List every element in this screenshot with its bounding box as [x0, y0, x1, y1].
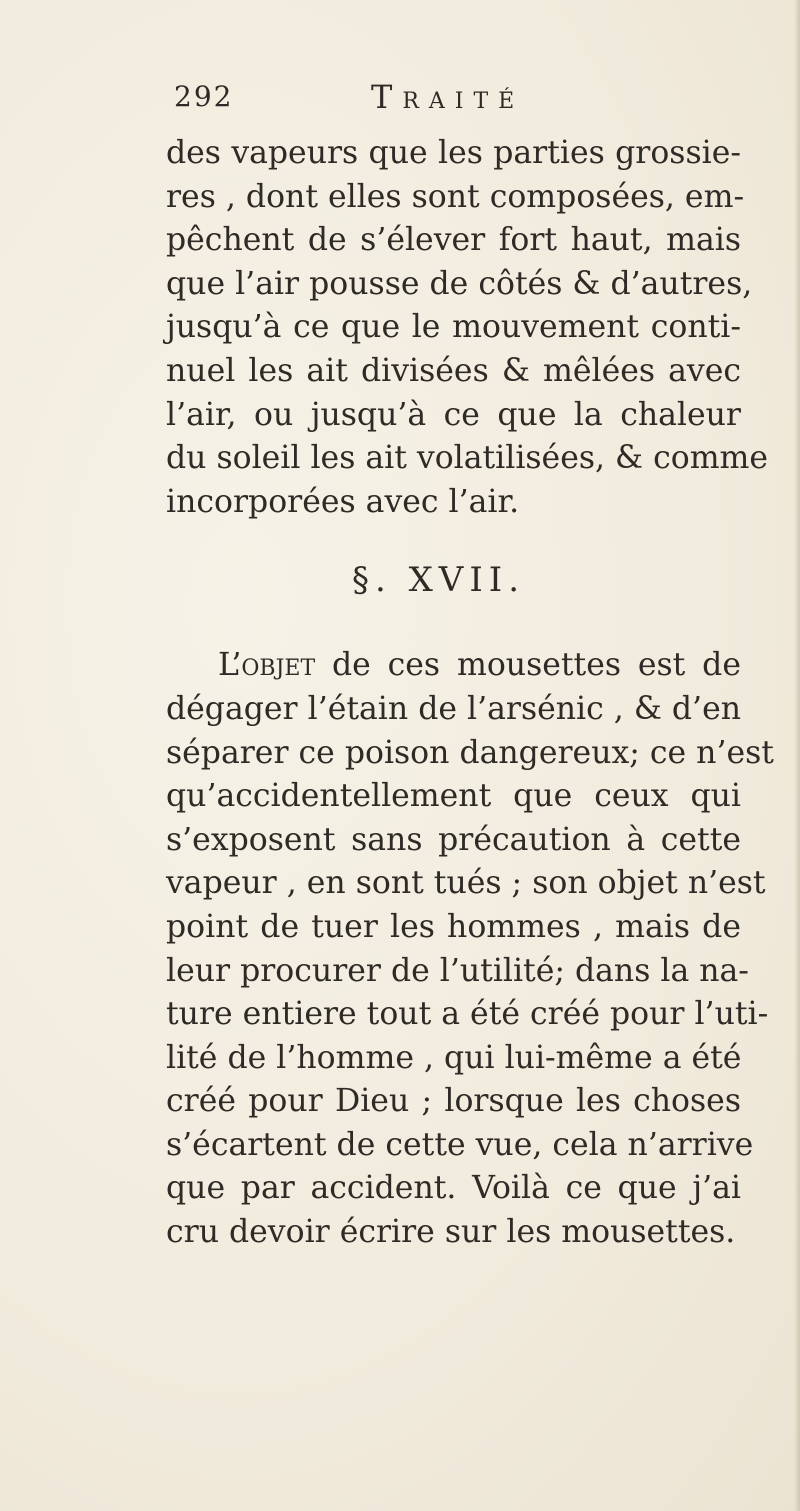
text-line: ture entiere tout a été créé pour l’uti-	[166, 996, 769, 1033]
text-line: point de tuer les hommes , mais de	[166, 908, 741, 945]
page-number: 292	[174, 80, 234, 113]
text-line: nuel les ait divisées & mêlées avec	[166, 352, 741, 389]
text-block	[166, 78, 774, 1255]
text-line: séparer ce poison dangereux; ce n’est	[166, 734, 774, 771]
text-line: l’air, ou jusqu’à ce que la chaleur	[166, 396, 741, 433]
text-line: s’écartent de cette vue, cela n’arrive	[166, 1126, 754, 1163]
text-line: vapeur , en sont tués ; son objet n’est	[166, 865, 766, 902]
text-line-first	[166, 644, 741, 688]
running-title: Traité	[371, 78, 525, 116]
section-heading: §. XVII.	[351, 560, 526, 601]
running-head	[166, 80, 741, 132]
text-line: dégager l’étain de l’arsénic , & d’en	[166, 690, 741, 727]
text-line: res , dont elles sont composées, em-	[166, 178, 745, 215]
lead-in-small-caps: L’objet	[218, 647, 316, 684]
page-edge-shadow	[794, 0, 800, 1511]
text-line: cru devoir écrire sur les mousettes.	[166, 1214, 736, 1251]
text-line: qu’accidentellement que ceux qui	[166, 778, 741, 815]
text-line: que par accident. Voilà ce que j’ai	[166, 1170, 741, 1207]
text-line: leur procurer de l’utilité; dans la na-	[166, 952, 749, 989]
text-line: créé pour Dieu ; lorsque les choses	[166, 1083, 741, 1120]
text-line: des vapeurs que les parties grossie-	[166, 135, 741, 171]
text-line: pêchent de s’élever fort haut, mais	[166, 222, 741, 259]
paragraph-2	[166, 644, 774, 1254]
paragraph-1	[166, 132, 769, 524]
first-line-rest: de ces mousettes est de	[315, 647, 741, 684]
text-line: s’exposent sans précaution à cette	[166, 821, 741, 858]
text-line: du soleil les ait volatilisées, & comme	[166, 440, 769, 477]
text-line: jusqu’à ce que le mouvement conti-	[166, 309, 741, 346]
text-line: que l’air pousse de côtés & d’autres,	[166, 265, 753, 302]
text-line: lité de l’homme , qui lui-même a été	[166, 1039, 742, 1076]
text-line: incorporées avec l’air.	[166, 483, 520, 520]
